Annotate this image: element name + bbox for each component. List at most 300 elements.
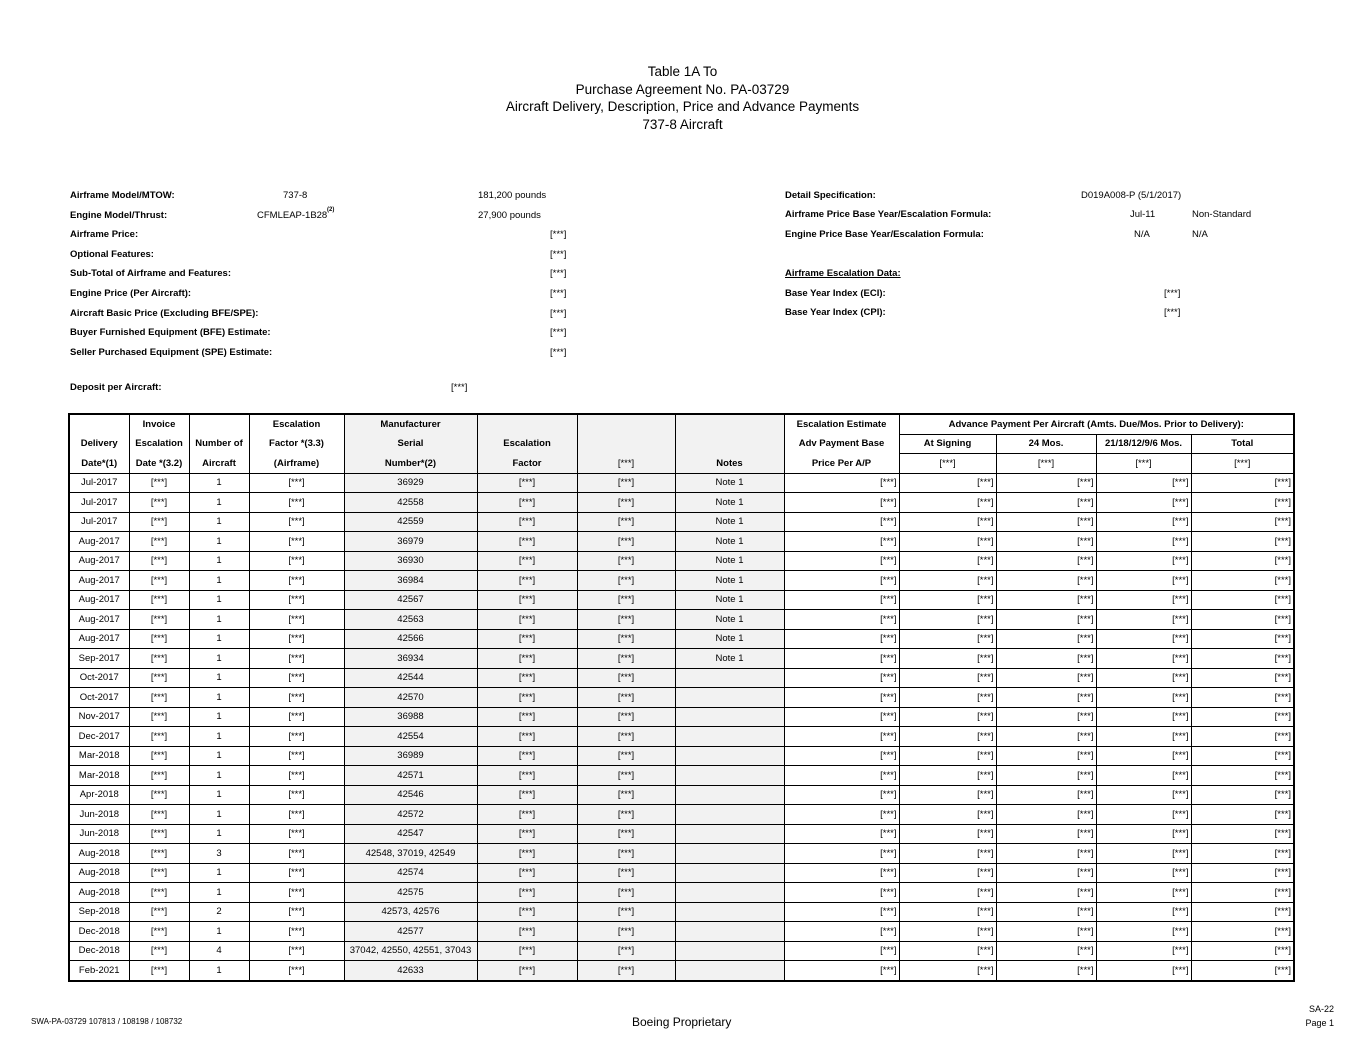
number-of-aircraft-cell: 1 (189, 532, 249, 552)
info-price: [***] (550, 327, 567, 339)
payment-24-mos-cell: [***] (996, 941, 1096, 961)
escalation-factor-cell: [***] (477, 883, 577, 903)
header-cell (675, 414, 784, 434)
payment-total-cell: [***] (1191, 707, 1294, 727)
header-cell (577, 414, 675, 434)
at-signing-cell: [***] (899, 649, 996, 669)
invoice-escalation-date-cell: [***] (129, 863, 189, 883)
header-at-signing: At Signing (899, 434, 996, 454)
payment-total-cell: [***] (1191, 668, 1294, 688)
at-signing-cell: [***] (899, 863, 996, 883)
table-row (69, 473, 1294, 493)
escalation-factor-cell: [***] (477, 961, 577, 981)
number-of-aircraft-cell: 1 (189, 766, 249, 786)
payment-total-cell: [***] (1191, 571, 1294, 591)
number-of-aircraft-cell: 1 (189, 883, 249, 903)
payment-21-mos-cell: [***] (1096, 727, 1191, 747)
at-signing-cell: [***] (899, 532, 996, 552)
number-of-aircraft-cell: 1 (189, 551, 249, 571)
payment-24-mos-cell: [***] (996, 844, 1096, 864)
payment-24-mos-cell: [***] (996, 746, 1096, 766)
invoice-escalation-date-cell: [***] (129, 610, 189, 630)
delivery-date-cell: Jun-2018 (69, 805, 129, 825)
serial-number-cell: 37042, 42550, 42551, 37043 (344, 941, 477, 961)
payment-21-mos-cell: [***] (1096, 493, 1191, 513)
redacted-value-cell: [***] (577, 649, 675, 669)
escalation-estimate-cell: [***] (784, 551, 899, 571)
payment-24-mos-cell: [***] (996, 493, 1096, 513)
number-of-aircraft-cell: 1 (189, 473, 249, 493)
table-row (69, 590, 1294, 610)
invoice-escalation-date-cell: [***] (129, 512, 189, 532)
redacted-value-cell: [***] (577, 512, 675, 532)
delivery-date-cell: Jul-2017 (69, 512, 129, 532)
invoice-escalation-date-cell: [***] (129, 785, 189, 805)
info-value: 737-8 (283, 190, 308, 201)
escalation-factor-cell: [***] (477, 571, 577, 591)
payment-21-mos-cell: [***] (1096, 571, 1191, 591)
escalation-factor-cell: [***] (477, 785, 577, 805)
at-signing-cell: [***] (899, 707, 996, 727)
payment-21-mos-cell: [***] (1096, 766, 1191, 786)
notes-cell (675, 824, 784, 844)
delivery-date-cell: Oct-2017 (69, 688, 129, 708)
payment-24-mos-cell: [***] (996, 707, 1096, 727)
info-value: CFMLEAP-1B28 (257, 209, 328, 221)
header-cell: Manufacturer (344, 414, 477, 434)
at-signing-cell: [***] (899, 688, 996, 708)
cpi-value: [***] (1164, 307, 1181, 318)
info-label: Buyer Furnished Equipment (BFE) Estimate: (70, 327, 271, 339)
invoice-escalation-date-cell: [***] (129, 941, 189, 961)
escalation-factor-cell: [***] (477, 629, 577, 649)
number-of-aircraft-cell: 1 (189, 707, 249, 727)
title-line: Table 1A To (647, 64, 718, 79)
serial-number-cell: 36930 (344, 551, 477, 571)
redacted-value-cell: [***] (577, 532, 675, 552)
delivery-date-cell: Oct-2017 (69, 668, 129, 688)
delivery-schedule-table (68, 413, 1295, 982)
escalation-estimate-cell: [***] (784, 863, 899, 883)
redacted-value-cell: [***] (577, 473, 675, 493)
payment-21-mos-cell: [***] (1096, 532, 1191, 552)
redacted-value-cell: [***] (577, 961, 675, 981)
invoice-escalation-date-cell: [***] (129, 571, 189, 591)
delivery-date-cell: Feb-2021 (69, 961, 129, 981)
header-pct: [***] (1191, 454, 1294, 474)
payment-21-mos-cell: [***] (1096, 610, 1191, 630)
at-signing-cell: [***] (899, 785, 996, 805)
notes-cell: Note 1 (675, 571, 784, 591)
payment-24-mos-cell: [***] (996, 668, 1096, 688)
header-21-mos: 21/18/12/9/6 Mos. (1096, 434, 1191, 454)
invoice-escalation-date-cell: [***] (129, 883, 189, 903)
escalation-factor-airframe-cell: [***] (249, 922, 344, 942)
document-title (0, 63, 1365, 133)
redacted-value-cell: [***] (577, 863, 675, 883)
delivery-date-cell: Nov-2017 (69, 707, 129, 727)
header-pct: [***] (899, 454, 996, 474)
escalation-estimate-cell: [***] (784, 961, 899, 981)
serial-number-cell: 42563 (344, 610, 477, 630)
escalation-factor-airframe-cell: [***] (249, 961, 344, 981)
payment-24-mos-cell: [***] (996, 902, 1096, 922)
at-signing-cell: [***] (899, 824, 996, 844)
invoice-escalation-date-cell: [***] (129, 902, 189, 922)
payment-21-mos-cell: [***] (1096, 512, 1191, 532)
serial-number-cell: 42544 (344, 668, 477, 688)
table-row (69, 649, 1294, 669)
table-row (69, 512, 1294, 532)
info-label: Airframe Price: (70, 229, 139, 241)
table-row (69, 551, 1294, 571)
redacted-value-cell: [***] (577, 493, 675, 513)
payment-total-cell: [***] (1191, 844, 1294, 864)
payment-21-mos-cell: [***] (1096, 590, 1191, 610)
escalation-estimate-cell: [***] (784, 493, 899, 513)
info-value-secondary: 181,200 pounds (478, 190, 547, 201)
table-row (69, 493, 1294, 513)
notes-cell: Note 1 (675, 629, 784, 649)
payment-total-cell: [***] (1191, 746, 1294, 766)
number-of-aircraft-cell: 1 (189, 590, 249, 610)
notes-cell (675, 746, 784, 766)
escalation-factor-airframe-cell: [***] (249, 571, 344, 591)
escalation-factor-airframe-cell: [***] (249, 668, 344, 688)
at-signing-cell: [***] (899, 629, 996, 649)
info-value-secondary: 27,900 pounds (478, 209, 541, 221)
footer-reference: SWA-PA-03729 107813 / 108198 / 108732 (31, 1017, 183, 1026)
header-cell (189, 414, 249, 434)
info-label: Seller Purchased Equipment (SPE) Estimate: (70, 346, 273, 358)
escalation-estimate-cell: [***] (784, 590, 899, 610)
notes-cell (675, 805, 784, 825)
payment-21-mos-cell: [***] (1096, 688, 1191, 708)
header-cell: Delivery (69, 434, 129, 454)
notes-cell: Note 1 (675, 610, 784, 630)
payment-total-cell: [***] (1191, 512, 1294, 532)
payment-24-mos-cell: [***] (996, 512, 1096, 532)
serial-number-cell: 36934 (344, 649, 477, 669)
escalation-estimate-cell: [***] (784, 707, 899, 727)
escalation-factor-cell: [***] (477, 473, 577, 493)
payment-total-cell: [***] (1191, 649, 1294, 669)
notes-cell (675, 766, 784, 786)
invoice-escalation-date-cell: [***] (129, 805, 189, 825)
deposit-label: Deposit per Aircraft: (70, 382, 162, 393)
at-signing-cell: [***] (899, 590, 996, 610)
payment-24-mos-cell: [***] (996, 532, 1096, 552)
payment-21-mos-cell: [***] (1096, 668, 1191, 688)
serial-number-cell: 42558 (344, 493, 477, 513)
header-cell: Escalation (249, 414, 344, 434)
at-signing-cell: [***] (899, 961, 996, 981)
table-row (69, 902, 1294, 922)
payment-total-cell: [***] (1191, 922, 1294, 942)
eci-label: Base Year Index (ECI): (785, 288, 886, 299)
delivery-date-cell: Sep-2017 (69, 649, 129, 669)
escalation-factor-airframe-cell: [***] (249, 746, 344, 766)
payment-21-mos-cell: [***] (1096, 785, 1191, 805)
eci-value: [***] (1164, 288, 1181, 299)
payment-21-mos-cell: [***] (1096, 941, 1191, 961)
escalation-factor-cell: [***] (477, 805, 577, 825)
header-row (69, 434, 1294, 454)
info-label: Aircraft Basic Price (Excluding BFE/SPE): (70, 307, 259, 319)
serial-number-cell: 42559 (344, 512, 477, 532)
detail-spec-value: D019A008-P (5/1/2017) (1081, 190, 1182, 201)
escalation-factor-airframe-cell: [***] (249, 844, 344, 864)
at-signing-cell: [***] (899, 551, 996, 571)
delivery-date-cell: Sep-2018 (69, 902, 129, 922)
payment-total-cell: [***] (1191, 688, 1294, 708)
escalation-factor-airframe-cell: [***] (249, 649, 344, 669)
table-row (69, 610, 1294, 630)
escalation-factor-cell: [***] (477, 922, 577, 942)
escalation-factor-cell: [***] (477, 707, 577, 727)
invoice-escalation-date-cell: [***] (129, 473, 189, 493)
serial-number-cell: 42574 (344, 863, 477, 883)
serial-number-cell: 42633 (344, 961, 477, 981)
info-price: [***] (550, 288, 567, 299)
at-signing-cell: [***] (899, 668, 996, 688)
delivery-date-cell: Aug-2017 (69, 532, 129, 552)
notes-cell: Note 1 (675, 532, 784, 552)
payment-24-mos-cell: [***] (996, 961, 1096, 981)
number-of-aircraft-cell: 1 (189, 668, 249, 688)
table-row (69, 785, 1294, 805)
redacted-value-cell: [***] (577, 883, 675, 903)
escalation-factor-airframe-cell: [***] (249, 902, 344, 922)
payment-total-cell: [***] (1191, 629, 1294, 649)
delivery-date-cell: Mar-2018 (69, 766, 129, 786)
number-of-aircraft-cell: 1 (189, 785, 249, 805)
payment-total-cell: [***] (1191, 590, 1294, 610)
info-price: [***] (550, 268, 567, 280)
info-price: [***] (550, 307, 567, 319)
notes-cell: Note 1 (675, 551, 784, 571)
serial-number-cell: 42547 (344, 824, 477, 844)
header-cell: Number*(2) (344, 454, 477, 474)
escalation-factor-cell: [***] (477, 902, 577, 922)
escalation-factor-cell: [***] (477, 551, 577, 571)
redacted-value-cell: [***] (577, 844, 675, 864)
payment-total-cell: [***] (1191, 961, 1294, 981)
payment-21-mos-cell: [***] (1096, 961, 1191, 981)
footnote-ref: (2) (327, 206, 335, 213)
payment-total-cell: [***] (1191, 941, 1294, 961)
table-row (69, 844, 1294, 864)
notes-cell (675, 785, 784, 805)
notes-cell: Note 1 (675, 493, 784, 513)
serial-number-cell: 36984 (344, 571, 477, 591)
at-signing-cell: [***] (899, 922, 996, 942)
payment-total-cell: [***] (1191, 902, 1294, 922)
invoice-escalation-date-cell: [***] (129, 961, 189, 981)
notes-cell (675, 961, 784, 981)
escalation-factor-airframe-cell: [***] (249, 805, 344, 825)
escalation-factor-cell: [***] (477, 844, 577, 864)
escalation-factor-airframe-cell: [***] (249, 688, 344, 708)
notes-cell (675, 668, 784, 688)
escalation-factor-airframe-cell: [***] (249, 863, 344, 883)
info-price: [***] (550, 346, 567, 358)
engine-base-label: Engine Price Base Year/Escalation Formula: (785, 229, 984, 240)
table-row (69, 805, 1294, 825)
payment-24-mos-cell: [***] (996, 883, 1096, 903)
redacted-value-cell: [***] (577, 824, 675, 844)
payment-24-mos-cell: [***] (996, 922, 1096, 942)
escalation-factor-cell: [***] (477, 649, 577, 669)
escalation-factor-cell: [***] (477, 746, 577, 766)
number-of-aircraft-cell: 2 (189, 902, 249, 922)
header-cell (69, 414, 129, 434)
escalation-estimate-cell: [***] (784, 649, 899, 669)
table-row (69, 863, 1294, 883)
escalation-factor-airframe-cell: [***] (249, 941, 344, 961)
escalation-estimate-cell: [***] (784, 571, 899, 591)
header-cell: Escalation Estimate (784, 414, 899, 434)
header-cell: Number of (189, 434, 249, 454)
delivery-date-cell: Dec-2018 (69, 941, 129, 961)
invoice-escalation-date-cell: [***] (129, 551, 189, 571)
header-pct: [***] (1096, 454, 1191, 474)
escalation-estimate-cell: [***] (784, 941, 899, 961)
payment-24-mos-cell: [***] (996, 610, 1096, 630)
at-signing-cell: [***] (899, 766, 996, 786)
header-pct: [***] (996, 454, 1096, 474)
number-of-aircraft-cell: 1 (189, 649, 249, 669)
serial-number-cell: 42573, 42576 (344, 902, 477, 922)
escalation-factor-cell: [***] (477, 727, 577, 747)
delivery-date-cell: Aug-2018 (69, 883, 129, 903)
escalation-estimate-cell: [***] (784, 512, 899, 532)
serial-number-cell: 42575 (344, 883, 477, 903)
escalation-factor-airframe-cell: [***] (249, 512, 344, 532)
escalation-factor-airframe-cell: [***] (249, 473, 344, 493)
escalation-factor-cell: [***] (477, 610, 577, 630)
engine-base-year: N/A (1134, 229, 1150, 240)
notes-cell: Note 1 (675, 512, 784, 532)
escalation-factor-airframe-cell: [***] (249, 727, 344, 747)
escalation-heading: Airframe Escalation Data: (785, 268, 901, 279)
number-of-aircraft-cell: 1 (189, 727, 249, 747)
payment-total-cell: [***] (1191, 785, 1294, 805)
number-of-aircraft-cell: 1 (189, 493, 249, 513)
notes-cell (675, 883, 784, 903)
serial-number-cell: 42577 (344, 922, 477, 942)
invoice-escalation-date-cell: [***] (129, 532, 189, 552)
header-24-mos: 24 Mos. (996, 434, 1096, 454)
delivery-date-cell: Aug-2017 (69, 610, 129, 630)
delivery-date-cell: Mar-2018 (69, 746, 129, 766)
invoice-escalation-date-cell: [***] (129, 688, 189, 708)
info-label: Engine Price (Per Aircraft): (70, 288, 192, 299)
header-cell: Factor (477, 454, 577, 474)
escalation-estimate-cell: [***] (784, 883, 899, 903)
table-row (69, 629, 1294, 649)
escalation-estimate-cell: [***] (784, 824, 899, 844)
escalation-factor-airframe-cell: [***] (249, 766, 344, 786)
notes-cell (675, 863, 784, 883)
delivery-date-cell: Apr-2018 (69, 785, 129, 805)
at-signing-cell: [***] (899, 941, 996, 961)
table-row (69, 961, 1294, 981)
payment-total-cell: [***] (1191, 610, 1294, 630)
escalation-factor-cell: [***] (477, 688, 577, 708)
header-total: Total (1191, 434, 1294, 454)
table-row (69, 766, 1294, 786)
escalation-factor-airframe-cell: [***] (249, 785, 344, 805)
redacted-value-cell: [***] (577, 668, 675, 688)
number-of-aircraft-cell: 1 (189, 805, 249, 825)
redacted-value-cell: [***] (577, 746, 675, 766)
invoice-escalation-date-cell: [***] (129, 922, 189, 942)
at-signing-cell: [***] (899, 727, 996, 747)
escalation-estimate-cell: [***] (784, 922, 899, 942)
escalation-factor-airframe-cell: [***] (249, 610, 344, 630)
serial-number-cell: 36989 (344, 746, 477, 766)
info-label: Airframe Model/MTOW: (70, 190, 175, 201)
header-cell: Date *(3.2) (129, 454, 189, 474)
payment-21-mos-cell: [***] (1096, 863, 1191, 883)
payment-24-mos-cell: [***] (996, 688, 1096, 708)
escalation-estimate-cell: [***] (784, 668, 899, 688)
delivery-date-cell: Aug-2018 (69, 863, 129, 883)
redacted-value-cell: [***] (577, 922, 675, 942)
serial-number-cell: 36929 (344, 473, 477, 493)
payment-21-mos-cell: [***] (1096, 902, 1191, 922)
serial-number-cell: 42566 (344, 629, 477, 649)
payment-total-cell: [***] (1191, 805, 1294, 825)
table-row (69, 532, 1294, 552)
redacted-value-cell: [***] (577, 571, 675, 591)
header-cell (577, 434, 675, 454)
escalation-estimate-cell: [***] (784, 746, 899, 766)
number-of-aircraft-cell: 1 (189, 961, 249, 981)
payment-21-mos-cell: [***] (1096, 746, 1191, 766)
title-line: Aircraft Delivery, Description, Price and Advance Payments (505, 99, 860, 114)
number-of-aircraft-cell: 1 (189, 571, 249, 591)
escalation-estimate-cell: [***] (784, 532, 899, 552)
escalation-factor-cell: [***] (477, 863, 577, 883)
delivery-date-cell: Jul-2017 (69, 493, 129, 513)
redacted-value-cell: [***] (577, 551, 675, 571)
escalation-estimate-cell: [***] (784, 805, 899, 825)
invoice-escalation-date-cell: [***] (129, 649, 189, 669)
notes-cell: Note 1 (675, 473, 784, 493)
header-cell (675, 434, 784, 454)
info-label: Sub-Total of Airframe and Features: (70, 268, 231, 280)
redacted-value-cell: [***] (577, 610, 675, 630)
header-cell: Factor *(3.3) (249, 434, 344, 454)
escalation-factor-airframe-cell: [***] (249, 551, 344, 571)
deposit-value: [***] (451, 382, 468, 393)
payment-21-mos-cell: [***] (1096, 824, 1191, 844)
payment-24-mos-cell: [***] (996, 824, 1096, 844)
payment-21-mos-cell: [***] (1096, 473, 1191, 493)
payment-total-cell: [***] (1191, 766, 1294, 786)
notes-cell (675, 727, 784, 747)
at-signing-cell: [***] (899, 493, 996, 513)
at-signing-cell: [***] (899, 512, 996, 532)
table-row (69, 824, 1294, 844)
invoice-escalation-date-cell: [***] (129, 844, 189, 864)
escalation-estimate-cell: [***] (784, 785, 899, 805)
payment-24-mos-cell: [***] (996, 571, 1096, 591)
header-cell: Invoice (129, 414, 189, 434)
notes-cell: Note 1 (675, 649, 784, 669)
